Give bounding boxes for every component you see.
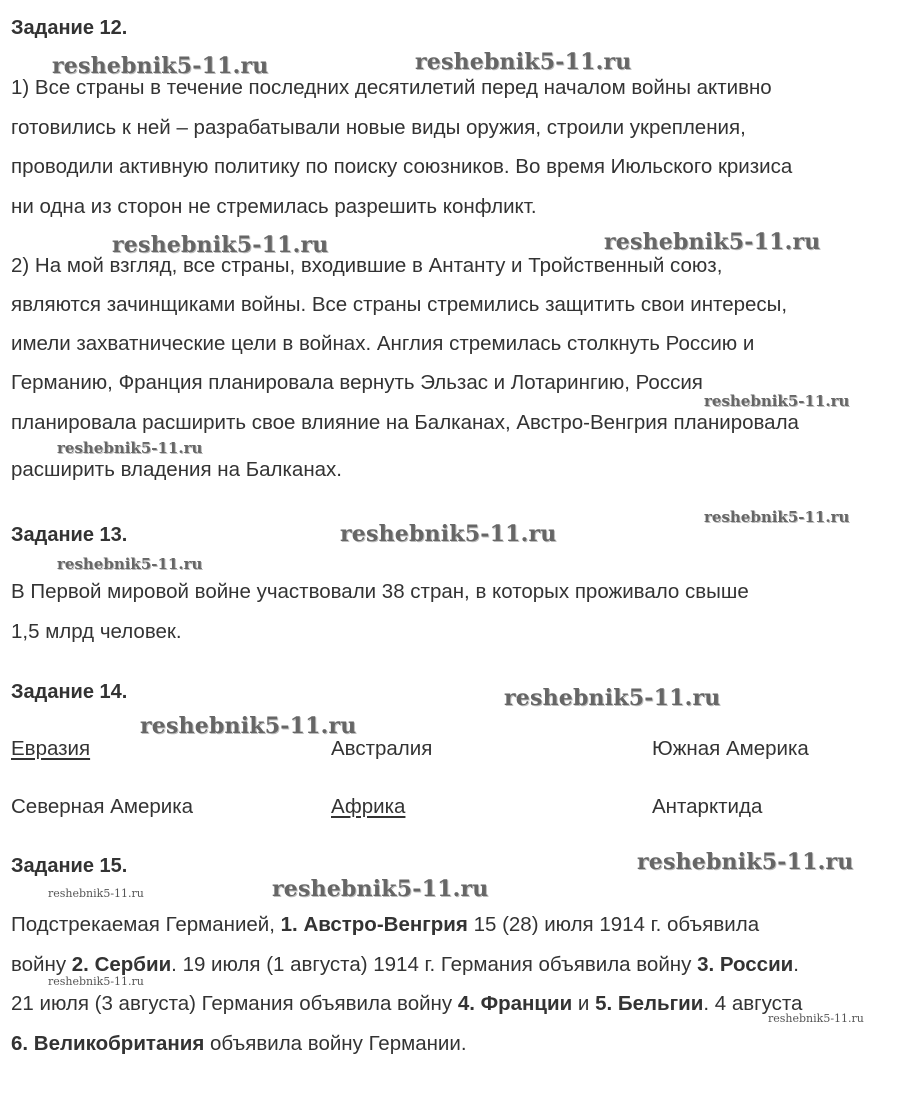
task15-text: и: [572, 992, 596, 1015]
watermark: reshebnik5-11.ru: [768, 1012, 864, 1025]
task15-text: 21 июля (3 августа) Германия объявила войну: [11, 992, 458, 1015]
task12-p2-line1: 2) На мой взгляд, все страны, входившие в Антанту и Тройственный союз,: [11, 254, 723, 277]
continent-australia: Австралия: [331, 737, 433, 760]
continent-africa: Африка: [331, 795, 406, 818]
task15-text: . 4 августа: [703, 992, 803, 1015]
task15-text: 15 (28) июля 1914 г. объявила: [467, 913, 760, 936]
watermark: reshebnik5-11.ru: [52, 53, 269, 79]
task15-text: . 19 июля (1 августа) 1914 г. Германия объявила войну: [171, 953, 698, 976]
task15-text: .: [793, 953, 799, 976]
task13-title: Задание 13.: [11, 524, 128, 546]
answer-belgium: 5. Бельгии: [595, 992, 704, 1015]
watermark: reshebnik5-11.ru: [57, 439, 203, 457]
answer-france: 4. Франции: [457, 992, 573, 1015]
task15-line4: [11, 1034, 467, 1055]
watermark: reshebnik5-11.ru: [112, 232, 329, 258]
watermark: reshebnik5-11.ru: [704, 508, 850, 526]
watermark: reshebnik5-11.ru: [415, 49, 632, 75]
task15-text: войну: [11, 953, 72, 976]
continent-north-america: Северная Америка: [11, 795, 194, 818]
continent-south-america: Южная Америка: [652, 737, 809, 760]
task15-line3: [11, 994, 802, 1015]
watermark: reshebnik5-11.ru: [704, 392, 850, 410]
watermark: reshebnik5-11.ru: [140, 713, 357, 739]
task15-title: Задание 15.: [11, 855, 128, 877]
watermark: reshebnik5-11.ru: [272, 876, 489, 902]
task12-p1-line3: проводили активную политику по поиску союзников. Во время Июльского кризиса: [11, 155, 793, 178]
task12-p1-line1: 1) Все страны в течение последних десятилетий перед началом войны активно: [11, 76, 772, 99]
task15-line1: [11, 915, 759, 936]
answer-russia: 3. России: [697, 953, 794, 976]
task15-line2: [11, 955, 799, 976]
task15-text: объявила войну Германии.: [204, 1032, 467, 1055]
answer-great-britain: 6. Великобритания: [11, 1032, 205, 1055]
watermark: reshebnik5-11.ru: [504, 685, 721, 711]
task15-text: Подстрекаемая Германией,: [11, 913, 281, 936]
watermark: reshebnik5-11.ru: [604, 229, 821, 255]
answer-austria-hungary: 1. Австро-Венгрия: [280, 913, 468, 936]
watermark: reshebnik5-11.ru: [340, 521, 557, 547]
task12-p2-line6: расширить владения на Балканах.: [11, 458, 343, 481]
task12-p1-line4: ни одна из сторон не стремилась разрешить конфликт.: [11, 195, 537, 218]
task13-line1: В Первой мировой войне участвовали 38 стран, в которых проживало свыше: [11, 580, 749, 603]
task12-p2-line5: планировала расширить свое влияние на Балканах, Австро-Венгрия планировала: [11, 411, 799, 434]
task12-p2-line3: имели захватнические цели в войнах. Англия стремилась столкнуть Россию и: [11, 332, 755, 355]
task12-p2-line4: Германию, Франция планировала вернуть Эльзас и Лотарингию, Россия: [11, 371, 703, 394]
continent-antarctica: Антарктида: [652, 795, 763, 818]
watermark: reshebnik5-11.ru: [48, 975, 144, 988]
continent-eurasia: Евразия: [11, 737, 91, 760]
task12-p2-line2: являются зачинщиками войны. Все страны стремились защитить свои интересы,: [11, 293, 788, 316]
task14-title: Задание 14.: [11, 681, 128, 703]
task12-title: Задание 12.: [11, 17, 128, 39]
watermark: reshebnik5-11.ru: [57, 555, 203, 573]
task13-line2: 1,5 млрд человек.: [11, 620, 182, 643]
task12-p1-line2: готовились к ней – разрабатывали новые виды оружия, строили укрепления,: [11, 116, 746, 139]
watermark: reshebnik5-11.ru: [48, 887, 144, 900]
answer-serbia: 2. Сербии: [71, 953, 172, 976]
watermark: reshebnik5-11.ru: [637, 849, 854, 875]
